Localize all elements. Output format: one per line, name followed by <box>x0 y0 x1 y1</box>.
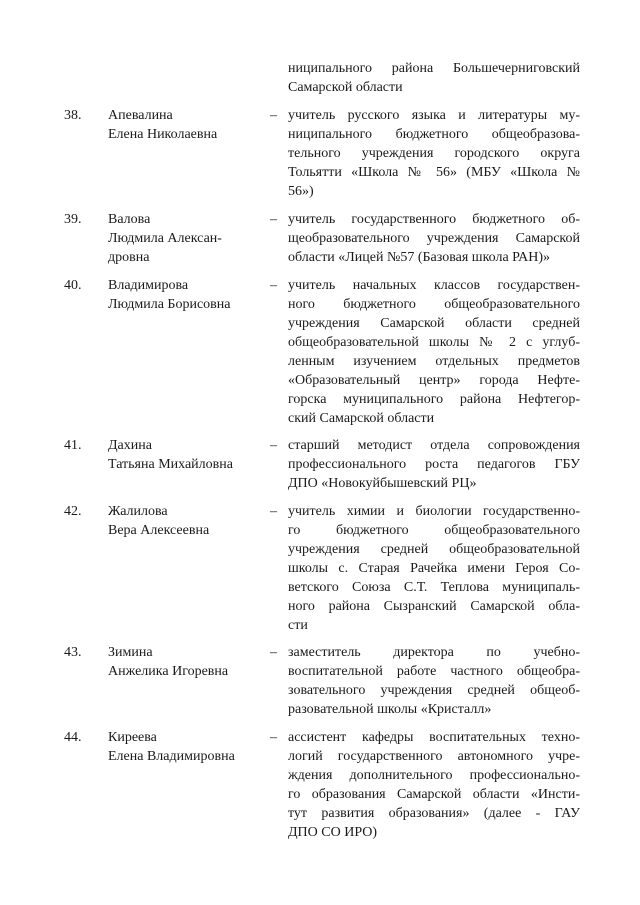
entry-number: 41. <box>64 438 82 453</box>
entry-number: 39. <box>64 212 82 227</box>
entry-description-line: ский Самарской области <box>288 411 435 426</box>
entry-given-names: Людмила Борисовна <box>108 297 231 312</box>
entry-description-line: тельного учреждения городского округа <box>288 146 580 161</box>
entry-description-line: заместитель директора по учебно- <box>288 645 580 660</box>
entry-description-line: 56») <box>288 184 314 199</box>
entry-description-line: ленным изучением отдельных предметов <box>288 354 580 369</box>
entry-given-names: Елена Владимировна <box>108 749 235 764</box>
entry-given-names: дровна <box>108 250 150 265</box>
entry-description-line: учитель русского языка и литературы му- <box>288 108 580 123</box>
entry-description-line: учреждения Самарской области средней <box>288 316 580 331</box>
entry-given-names: Вера Алексеевна <box>108 523 210 538</box>
entry-description-line: разовательной школы «Кристалл» <box>288 702 492 717</box>
entry-description-line: го бюджетного общеобразовательного <box>288 523 580 538</box>
entry-description-line: ДПО «Новокуйбышевский РЦ» <box>288 476 477 491</box>
entry-description-line: учреждения средней общеобразовательной <box>288 542 580 557</box>
entry-description-line: школы с. Старая Рачейка имени Героя Со- <box>288 561 580 576</box>
entry-surname: Зимина <box>108 645 153 660</box>
entry-description-line: старший методист отдела сопровождения <box>288 438 580 453</box>
entry-description-line: тут развития образования» (далее - ГАУ <box>288 806 580 821</box>
entry-number: 38. <box>64 108 82 123</box>
entry-dash: – <box>270 108 277 123</box>
entry-description-line: ветского Союза С.Т. Теплова муниципаль- <box>288 580 580 595</box>
entry-given-names: Елена Николаевна <box>108 127 218 142</box>
entry-surname: Киреева <box>108 730 157 745</box>
entry-given-names: Татьяна Михайловна <box>108 457 233 472</box>
entry-description-line: ассистент кафедры воспитательных техно- <box>288 730 580 745</box>
entry-description-line: сти <box>288 618 308 633</box>
entry-dash: – <box>270 730 277 745</box>
entry-description-line: учитель химии и биологии государственно- <box>288 504 580 519</box>
carryover-line: Самарской области <box>288 80 403 95</box>
entry-number: 42. <box>64 504 82 519</box>
entry-description-line: ного бюджетного общеобразовательного <box>288 297 580 312</box>
entry-description-line: щеобразовательного учреждения Самарской <box>288 231 580 246</box>
entry-surname: Жалилова <box>108 504 168 519</box>
entry-surname: Апевалина <box>108 108 173 123</box>
entry-description-line: ждения дополнительного профессионально- <box>288 768 580 783</box>
entry-description-line: ного района Сызранский Самарской обла- <box>288 599 580 614</box>
entry-description-line: ниципального бюджетного общеобразова- <box>288 127 580 142</box>
entry-dash: – <box>270 212 277 227</box>
carryover-line: ниципального района Большечерниговский <box>288 61 580 76</box>
entry-description-line: логий государственного автономного учре- <box>288 749 580 764</box>
entry-description-line: Тольятти «Школа № 56» (МБУ «Школа № <box>288 165 580 180</box>
entry-description-line: учитель начальных классов государствен- <box>288 278 580 293</box>
entry-description-line: области «Лицей №57 (Базовая школа РАН)» <box>288 250 551 265</box>
entry-number: 40. <box>64 278 82 293</box>
entry-surname: Дахина <box>108 438 152 453</box>
entry-number: 44. <box>64 730 82 745</box>
entry-description-line: воспитательной работе частного общеобра- <box>288 664 580 679</box>
entry-dash: – <box>270 438 277 453</box>
entry-description-line: зовательного учреждения средней общеоб- <box>288 683 580 698</box>
entry-given-names: Анжелика Игоревна <box>108 664 229 679</box>
entry-description-line: учитель государственного бюджетного об- <box>288 212 580 227</box>
entry-given-names: Людмила Алексан- <box>108 231 222 246</box>
entry-description-line: «Образовательный центр» города Нефте- <box>288 373 580 388</box>
entry-description-line: профессионального роста педагогов ГБУ <box>288 457 580 472</box>
entry-description-line: ДПО СО ИРО) <box>288 825 378 840</box>
entry-surname: Валова <box>108 212 151 227</box>
entry-dash: – <box>270 278 277 293</box>
entry-dash: – <box>270 645 277 660</box>
entry-description-line: го образования Самарской области «Инсти- <box>288 787 580 802</box>
entry-number: 43. <box>64 645 82 660</box>
entry-description-line: горска муниципального района Нефтегор- <box>288 392 580 407</box>
entry-dash: – <box>270 504 277 519</box>
entry-description-line: общеобразовательной школы № 2 с углуб- <box>288 335 580 350</box>
entry-surname: Владимирова <box>108 278 189 293</box>
